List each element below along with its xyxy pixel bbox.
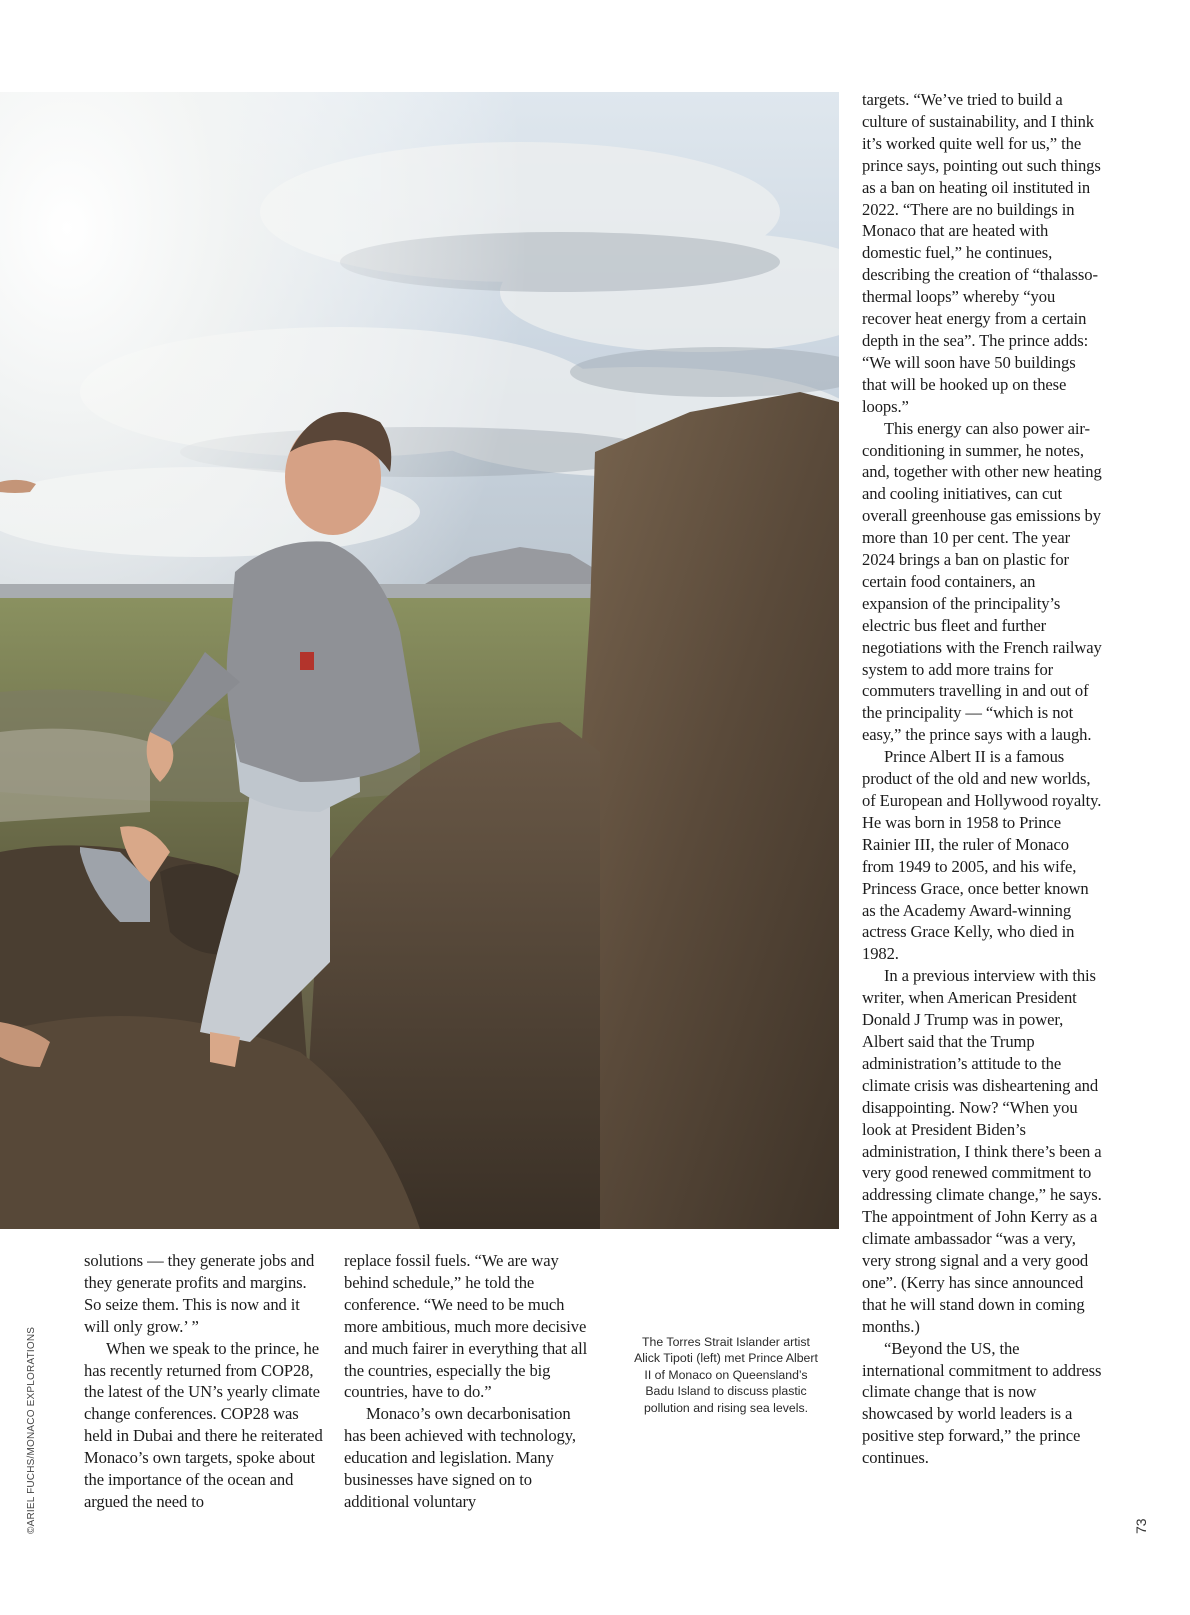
paragraph: Monaco’s own decarbonisation has been achieved with technology, education and legislation. Many businesses have signed on to additional voluntary: [344, 1404, 576, 1511]
paragraph: Prince Albert II is a famous product of the old and new worlds, of European and Hollywood royalty. He was born in 1958 to Prince Rainier III, the ruler of Monaco from 1949 to 2005, and his wife, Princess Grace, once better known as the Academy Award-winning actress Grace Kelly, who died in 1982.: [862, 747, 1102, 964]
paragraph: In a previous interview with this writer, when American President Donald J Trump was in power, Albert said that the Trump administration’s attitude to the climate crisis was disheartening and disappointing. Now? “When you look at President Biden’s administration, I think there’s been a very good renewed commitment to addressing climate change,” he says. The appointment of John Kerry as a climate ambassador “was a very, very strong signal and a very good one”. (Kerry has since announced that he will stand down in coming months.): [862, 966, 1102, 1336]
text-column-middle: [344, 1250, 588, 1513]
feature-photo: [0, 92, 839, 1229]
text-column-right: [862, 89, 1104, 1469]
paragraph: This energy can also power air-conditioning in summer, he notes, and, together with other new heating and cooling initiatives, can cut overall greenhouse gas emissions by more than 10 per cent. The year 2024 brings a ban on plastic for certain food containers, an expansion of the principality’s electric bus fleet and further negotiations with the French railway system to add more trains for commuters travelling in and out of the principality — “which is not easy,” the prince says with a laugh.: [862, 418, 1102, 745]
paragraph: “Beyond the US, the international commitment to address climate change that is now showcased by world leaders is a positive step forward,” the prince continues.: [862, 1338, 1102, 1468]
paragraph: solutions — they generate jobs and they generate profits and margins. So seize them. This is now and it will only grow.’ ”: [84, 1251, 315, 1336]
photo-caption: The Torres Strait Islander artist Alick Tipoti (left) met Prince Albert II of Monaco on Queensland’s Badu Island to discuss plastic pollution and rising sea levels.: [634, 1335, 818, 1415]
paragraph: targets. “We’ve tried to build a culture of sustainability, and I think it’s worked quite well for us,” the prince says, pointing out such things as a ban on heating oil instituted in 2022. “There are no buildings in Monaco that are heated with domestic fuel,” he continues, describing the creation of “thalasso-thermal loops” whereby “you recover heat energy from a certain depth in the sea”. The prince adds: “We will soon have 50 buildings that will be hooked up on these loops.”: [862, 90, 1101, 416]
page-number: 73: [1133, 1518, 1149, 1534]
paragraph: When we speak to the prince, he has recently returned from COP28, the latest of the UN’s yearly climate change conferences. COP28 was held in Dubai and there he reiterated Monaco’s own targets, spoke about the importance of the ocean and argued the need to: [84, 1338, 323, 1511]
text-column-left: [84, 1250, 326, 1513]
photo-illustration: [0, 92, 839, 1229]
paragraph: replace fossil fuels. “We are way behind schedule,” he told the conference. “We need to be much more ambitious, much more decisive and much fairer in everything that all the countries, especially the big countries, have to do.”: [344, 1251, 588, 1402]
photo-credit: ©ARIEL FUCHS/MONACO EXPLORATIONS: [26, 1326, 37, 1534]
